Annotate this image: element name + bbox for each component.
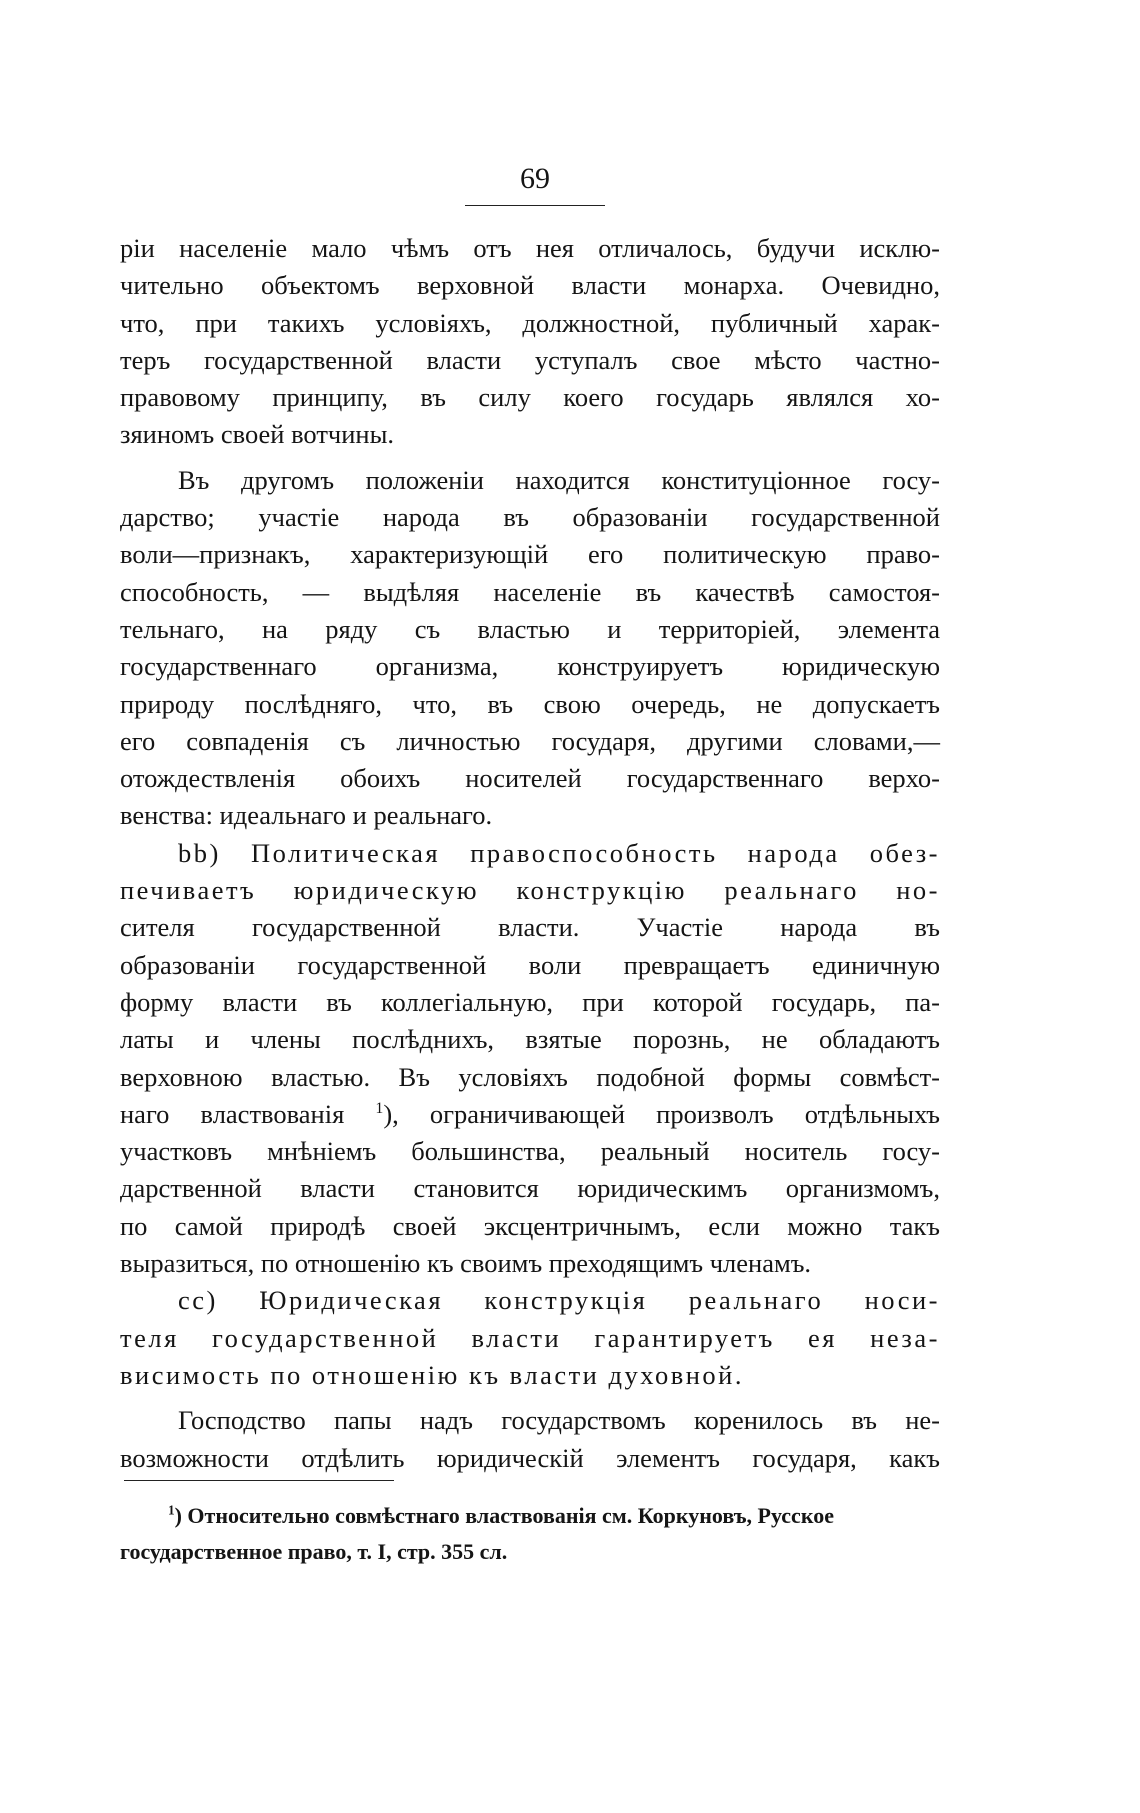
text-line: отождествленія обоихъ носителей государственнаго верхо- — [120, 763, 940, 794]
text-line: по самой природѣ своей эксцентричнымъ, если можно такъ — [120, 1210, 940, 1241]
text-line: что, при такихъ условіяхъ, должностной, публичный харак- — [120, 307, 940, 338]
text-line: дарство; участіе народа въ образованіи государственной — [120, 502, 940, 533]
body-text — [120, 230, 940, 1477]
text-line: чительно объектомъ верховной власти монарха. Очевидно, — [120, 270, 940, 301]
footnote-separator — [124, 1480, 394, 1481]
footnote-text: ) Относительно совмѣстнаго властвованія см. Коркуновъ, Русское — [174, 1503, 834, 1528]
text-line: правовому принципу, въ силу коего государь являлся хо- — [120, 382, 940, 413]
text-line: венства: идеальнаго и реальнаго. — [120, 800, 493, 831]
text-line: государственнаго организма, конструируетъ юридическую — [120, 651, 940, 682]
text-line: выразиться, по отношенію къ своимъ преходящимъ членамъ. — [120, 1248, 812, 1279]
footnote-line: государственное право, т. I, стр. 355 сл. — [120, 1539, 508, 1564]
text-fragment: наго властвованія — [120, 1098, 345, 1129]
text-line: тельнаго, на ряду съ властью и территоріей, элемента — [120, 613, 940, 644]
text-line: висимость по отношенію къ власти духовной. — [120, 1359, 744, 1390]
text-line: дарственной власти становится юридическимъ организмомъ, — [120, 1173, 940, 1204]
text-line: зяиномъ своей вотчины. — [120, 419, 395, 450]
footnote — [120, 1498, 940, 1570]
text-line-with-footnote-ref — [120, 1096, 940, 1133]
text-line: способность, — выдѣляя населеніе въ качествѣ самостоя- — [120, 576, 940, 607]
text-line: печиваетъ юридическую конструкцію реальнаго но- — [120, 875, 940, 906]
text-line: сителя государственной власти. Участіе народа въ — [120, 912, 940, 943]
footnote-reference: 1 — [375, 1100, 384, 1117]
text-line: форму власти въ коллегіальную, при которой государь, па- — [120, 986, 940, 1017]
text-line: bb) Политическая правоспособность народа обез- — [178, 837, 940, 868]
text-line: природу послѣдняго, что, въ свою очередь, не допускаетъ — [120, 688, 940, 719]
text-line: возможности отдѣлить юридическій элементъ государя, какъ — [120, 1442, 940, 1473]
text-line: теля государственной власти гарантируетъ ея неза- — [120, 1322, 940, 1353]
text-line: теръ государственной власти уступалъ свое мѣсто частно- — [120, 344, 940, 375]
text-line: Въ другомъ положеніи находится конституціонное госу- — [178, 464, 940, 495]
text-line: образованіи государственной воли превращаетъ единичную — [120, 949, 940, 980]
text-line: латы и члены послѣднихъ, взятые порознь, не обладаютъ — [120, 1024, 940, 1055]
text-line: участковъ мнѣніемъ большинства, реальный носитель госу- — [120, 1136, 940, 1167]
footnote-line — [120, 1498, 940, 1534]
page-number: 69 — [520, 162, 550, 195]
text-line: верховною властью. Въ условіяхъ подобной формы совмѣст- — [120, 1061, 940, 1092]
text-line: ріи населеніе мало чѣмъ отъ нея отличалось, будучи исклю- — [120, 233, 940, 263]
text-line: cc) Юридическая конструкція реальнаго носи- — [178, 1285, 940, 1316]
text-line: его совпаденія съ личностью государя, другими словами,— — [120, 725, 940, 756]
text-line: воли—признакъ, характеризующій его политическую право- — [120, 539, 940, 570]
page-number-rule — [465, 205, 605, 206]
text-line: Господство папы надъ государствомъ коренилось въ не- — [178, 1405, 940, 1436]
footnote-marker: 1 — [168, 1502, 175, 1518]
text-fragment: ), ограничивающей произволъ отдѣльныхъ — [383, 1098, 941, 1129]
